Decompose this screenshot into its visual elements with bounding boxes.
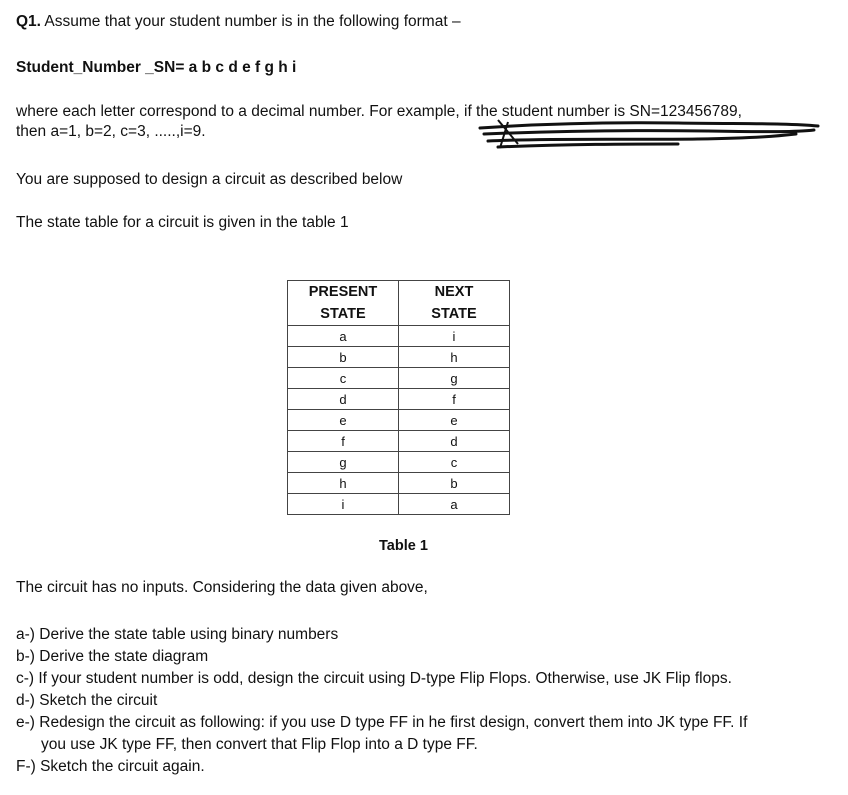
present-state-cell: d (288, 389, 399, 410)
table-row (288, 368, 510, 389)
redaction-scribble (478, 114, 823, 154)
header-next-1: NEXT (399, 281, 510, 304)
present-state-cell: b (288, 347, 399, 368)
question-label: Q1. (16, 13, 41, 30)
next-state-cell: a (399, 494, 510, 515)
header-next-2: STATE (399, 303, 510, 326)
present-state-cell: g (288, 452, 399, 473)
student-number-format: Student_Number _SN= a b c d e f g h i (16, 59, 297, 76)
present-state-cell: a (288, 326, 399, 347)
task-e-line-1: e-) Redesign the circuit as following: if you use D type FF in he first design, convert them into JK type FF. If (16, 714, 748, 731)
task-a: a-) Derive the state table using binary numbers (16, 626, 339, 643)
task-f: F-) Sketch the circuit again. (16, 758, 205, 775)
next-state-cell: f (399, 389, 510, 410)
next-state-cell: g (399, 368, 510, 389)
table-intro: The state table for a circuit is given in the table 1 (16, 214, 349, 231)
header-present-1: PRESENT (288, 281, 399, 304)
next-state-cell: d (399, 431, 510, 452)
after-table-text: The circuit has no inputs. Considering the data given above, (16, 579, 428, 596)
next-state-cell: b (399, 473, 510, 494)
task-list (16, 624, 747, 778)
design-intro: You are supposed to design a circuit as described below (16, 171, 403, 188)
table-row (288, 431, 510, 452)
question-intro-text: Assume that your student number is in the following format – (40, 13, 461, 30)
task-d: d-) Sketch the circuit (16, 692, 158, 709)
table-row (288, 494, 510, 515)
present-state-cell: h (288, 473, 399, 494)
question-intro (16, 12, 461, 32)
description-line-1: where each letter correspond to a decimal number. For example, if the student number is SN=123456789, (16, 103, 742, 120)
present-state-cell: e (288, 410, 399, 431)
table-row (288, 326, 510, 347)
present-state-cell: f (288, 431, 399, 452)
table-row (288, 347, 510, 368)
task-b: b-) Derive the state diagram (16, 648, 209, 665)
table-row (288, 410, 510, 431)
state-table (287, 280, 510, 515)
present-state-cell: c (288, 368, 399, 389)
table-row (288, 452, 510, 473)
present-state-cell: i (288, 494, 399, 515)
next-state-cell: c (399, 452, 510, 473)
task-c: c-) If your student number is odd, design the circuit using D-type Flip Flops. Otherwise, use JK Flip flops. (16, 670, 732, 687)
table-row (288, 473, 510, 494)
next-state-cell: h (399, 347, 510, 368)
table-row (288, 389, 510, 410)
next-state-cell: e (399, 410, 510, 431)
task-e-line-2: you use JK type FF, then convert that Flip Flop into a D type FF. (41, 736, 478, 753)
header-present-2: STATE (288, 303, 399, 326)
description-line-2: then a=1, b=2, c=3, .....,i=9. (16, 123, 206, 140)
table-caption: Table 1 (379, 538, 428, 554)
next-state-cell: i (399, 326, 510, 347)
